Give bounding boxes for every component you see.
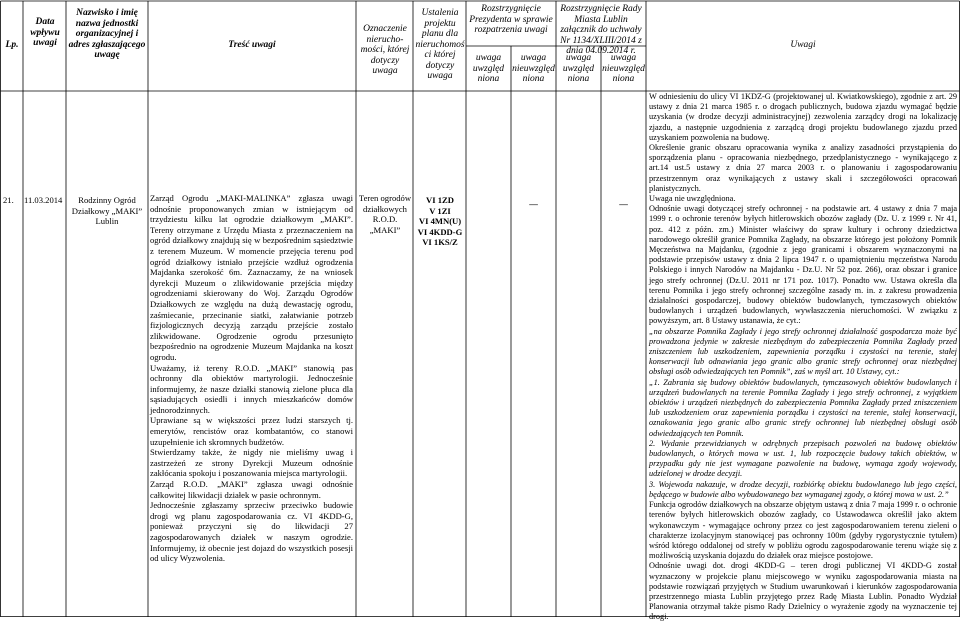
header-nazwisko: Nazwisko i imię nazwa jednostki organizacyjnej i adres zgłaszającego uwagę: [68, 8, 146, 60]
ustalenie-item: VI 4KDD-G: [417, 226, 463, 237]
content-paragraph: Zarząd R.O.D. „MAKI” zgłasza uwagi odnośnie całkowitej likwidacji działek w pasie ochronnym.: [150, 479, 353, 500]
row-content: [150, 193, 353, 564]
remark-paragraph: Określenie granic obszaru opracowania wynika z analizy zasadności przystąpienia do sporządzenia planu - opracowania niezbędnego, przedplanistycznego - wynikającego z art.14 ust.5 ustawy z dnia 27 marca 2003 r. o planowaniu i zagospodarowaniu przestrzennym oraz wynikających z ustawy skali i szczegółowości opracowań planistycznych.: [649, 143, 957, 193]
content-paragraph: Zarząd Ogrodu „MAKI-MALINKA” zgłasza uwagi odnośnie proponowanych zmian w istniejącym od trzydziestu kilku lat ogrodzie działkowym „MAKI”. Tereny otrzymane z Urzędu Miasta z przeznaczeniem na ogród działkowy znajdują się w bezpośrednim sąsiedztwie z terenem Muzeum. W momencie przejęcia terenu pod ogród działkowy istniało przejście wzdłuż ogrodzenia Majdanka szerokość 6m. Zaznaczamy, że na wniosek dyrekcji Muzeum o zlikwidowanie przejścia między ogrodzeniami skierowany do Woj. Zarządu Ogrodów Działkowych ze względu na dużą dewastację ogrodu, zaśmiecanie, przecinanie siatki, załatwianie potrzeb fizjologicznych decyzją zarządu przejście zostało zlikwidowane. Ogrodzenie ogrodu przesunięto bezpośrednio na ogrodzenie Muzeum Majdanka na koszt ogrodu.: [150, 193, 353, 362]
row-property: Teren ogrodów działkowych R.O.D. „MAKI”: [358, 193, 412, 235]
ustalenie-item: VI 1ZD: [426, 195, 454, 205]
row-date: 11.03.2014: [24, 195, 63, 205]
remark-quote: „na obszarze Pomnika Zagłady i jego strefy ochronnej działalność gospodarcza może być prowadzona jedynie w zakresie niezbędnym do zabezpieczenia Pomnika Zagłady przed zniszczeniem lub uszkodzeniem, zapewnienia porządku i czystości na terenie, stałej konserwacji lub odnawiania jego granic albo granic strefy ochronnej oraz niezbędnej obsługi osób odwiedzających ten Pomnik”, zaś w myśl art. 10 Ustawy, cyt.:: [649, 326, 957, 377]
row-remarks-bottom: [649, 194, 957, 622]
remark-paragraph: Funkcja ogrodów działkowych na obszarze objętym ustawą z dnia 7 maja 1999 r. o ochronie terenów byłych hitlerowskich obozów zagłady, co Ustawodawca określił jako aktem wykonawczym - wymagające ochrony przez co jest zagospodarowaniem terenu zieleni o charakterze izolacyjnym stanowiącej pas ochronny 100m (gdyby rygorystycznie tytułem) wśród którego oddalonej od strefy w pobliżu ogrodu zagospodarowanie terenu wiąże się z możliwością uzyskania dojazdu do działek oraz miejsce postojowe.: [649, 500, 957, 561]
header-pres-uwzgledniona: uwaga uwzględ niona: [472, 53, 505, 84]
header-lp: Lp.: [5, 40, 19, 50]
remark-paragraph: Odnośnie uwagi dot. drogi 4KDD-G – teren drogi publicznej VI 4KDD-G został wyznaczony w projekcie planu miejscowego w wyniku zagospodarowania miasta na podstawie rozwiązań przyjętych w Studium uwarunkowań i kierunków zagospodarowania przestrzennego miasta Lublin przyjętego przez Radę Miasta Lublin. Ponadto Wydział Planowania otrzymał także pismo Rady Dzielnicy o wyrażenie zgody na wyznaczenie tej drogi.: [649, 561, 957, 622]
rada-nieuwzgledniona-dash: —: [619, 199, 628, 209]
header-pres-nieuwzgledniona: uwaga nieuwzględ niona: [512, 53, 555, 84]
header-prezydenta: Rozstrzygnięcie Prezydenta w sprawie rozpatrzenia uwagi: [469, 4, 553, 35]
header-tresc: Treść uwagi: [228, 40, 276, 50]
ustalenie-item: V 1ZI: [429, 205, 451, 216]
header-ustalenia: Ustalenia projektu planu dla nieruchomoś ci której dotyczy uwaga: [415, 8, 465, 81]
header-rady: Rozstrzygnięcie Rady Miasta Lublin załącznik do uchwały Nr 1134/XLIII/2014 z dnia 04.09.2014 r.: [560, 4, 642, 56]
content-paragraph: Stwierdzamy także, że nigdy nie mieliśmy uwag i zastrzeżeń ze strony Dyrekcji Muzeum odnośnie zakłócania spokoju i poszanowania miejsca martyrologii.: [150, 447, 353, 479]
header-data-wplywu: Data wpływu uwagi: [30, 17, 60, 48]
header-uwagi: Uwagi: [790, 40, 816, 50]
remark-quote: 2. Wydanie przewidzianych w odrębnych przepisach pozwoleń na budowę obiektów budowlanych, o których mowa w ust. 1, lub rozpoczęcie budowy takich obiektów, w przypadku gdy nie jest wymagane pozwolenie na budowę, wymaga zgody wojewody, udzielonej w drodze decyzji.: [649, 438, 957, 479]
ustalenie-item: VI 1KS/Z: [422, 237, 458, 248]
content-paragraph: Jednocześnie zgłaszamy sprzeciw przeciwko budowie drogi wg planu zagospodarowania cz. VI 4KDD-G, ponieważ przyczyni się do likwidacji 27 zagospodarowanych działek w naszym ogrodzie. Informujemy, iż obecnie jest dojazd do wszystkich posesji od ulicy Wyzwolenia.: [150, 500, 353, 564]
content-paragraph: Uważamy, iż tereny R.O.D. „MAKI” stanowią pas ochronny dla obiektów martyrologii. Jednocześnie informujemy, że nasze działki stanowią zielone płuca dla sąsiadujących osiedli i innych mieszkańców domów jednorodzinnych.: [150, 362, 353, 415]
row-lp: 21.: [3, 195, 14, 205]
remark-paragraph: Odnośnie uwagi dotyczącej strefy ochronnej - na podstawie art. 4 ustawy z dnia 7 maja 1999 r. o ochronie terenów byłych hitlerowskich obozów zagłady (Dz. U. z 1999 r. Nr 41, poz. 412 z późn. zm.) Minister właściwy do spraw kultury i ochrony dziedzictwa narodowego określił granice Pomnika Zagłady, na obszarze którego jest położony Pomnik Męczeństwa na Majdanku, (zgodnie z jego granicami i obszarem wyznaczonymi na podstawie przepisów ustawy z dnia 2 lipca 1947 r. o upamiętnieniu męczeństwa Narodu Polskiego i innych Narodów na Majdanku - Dz.U. Nr 52 poz. 266), oraz obszar i granice jego strefy ochronnej (Dz.U. 2011 nr 171 poz. 1017). Ponadto ww. Ustawa określa dla terenu Pomnika i jego strefy ochronnej szczególne zasady m. in. z zakresu prowadzenia działalności gospodarczej, budowy obiektów budowlanych, tymczasowych obiektów budowlanych i urządzeń budowlanych, wywłaszczenia nieruchomości. W związku z powyższym, art. 8 Ustawy ustanawia, że cyt.:: [649, 204, 957, 326]
ustalenie-item: VI 4MN(U): [418, 216, 462, 227]
header-oznaczenie: Oznaczenie nierucho-mości, której dotyczy uwaga: [360, 24, 410, 76]
header-rada-nieuwzgledniona: uwaga nieuwzględ niona: [602, 53, 645, 84]
row-author: Rodzinny Ogród Działkowy „MAKI” Lublin: [71, 195, 143, 227]
remark-quote: 3. Wojewoda nakazuje, w drodze decyzji, rozbiórkę obiektu budowlanego lub jego części, będącego w budowie albo wybudowanego bez wymaganej zgody, o której mowa w ust. 2.”: [649, 479, 957, 499]
remark-quote: „1. Zabrania się budowy obiektów budowlanych, tymczasowych obiektów budowlanych i urządzeń budowlanych na terenie Pomnika Zagłady i jego strefy ochronnej, z wyjątkiem obiektów i urządzeń niezbędnych do zabezpieczenia Pomnika Zagłady przed zniszczeniem lub uszkodzeniem oraz zapewnienia porządku i czystości na terenie, stałej konserwacji, oznakowania jego granic albo granic strefy ochronnej lub niezbędnej obsługi osób odwiedzających ten Pomnik.: [649, 377, 957, 438]
header-rada-uwzgledniona: uwaga uwzględ niona: [562, 53, 595, 84]
remark-paragraph: W odniesieniu do ulicy VI 1KDZ-G (projektowanej ul. Kwiatkowskiego), zgodnie z art. 29 ustawy z dnia 21 marca 1985 r. o drogach publicznych, budowa zjazdu wymagać będzie uzyskania (w drodze decyzji administracyjnej) zezwolenia zarządcy drogi na lokalizację zjazdu, a następnie uzgodnienia z zarządcą drogi projektu budowlanego zjazdu przed uzyskaniem pozwolenia na budowę.: [649, 92, 957, 142]
remark-paragraph: Uwaga nie uwzględniona.: [649, 194, 736, 203]
row-remarks-top: [649, 92, 957, 194]
pres-nieuwzgledniona-dash: —: [529, 199, 538, 209]
content-paragraph: Uprawiane są w większości przez ludzi starszych tj. emerytów, rencistów oraz kombatantów, co stanowi uzupełnienie ich skromnych budżetów.: [150, 415, 353, 447]
row-ustalenia: [414, 195, 466, 248]
